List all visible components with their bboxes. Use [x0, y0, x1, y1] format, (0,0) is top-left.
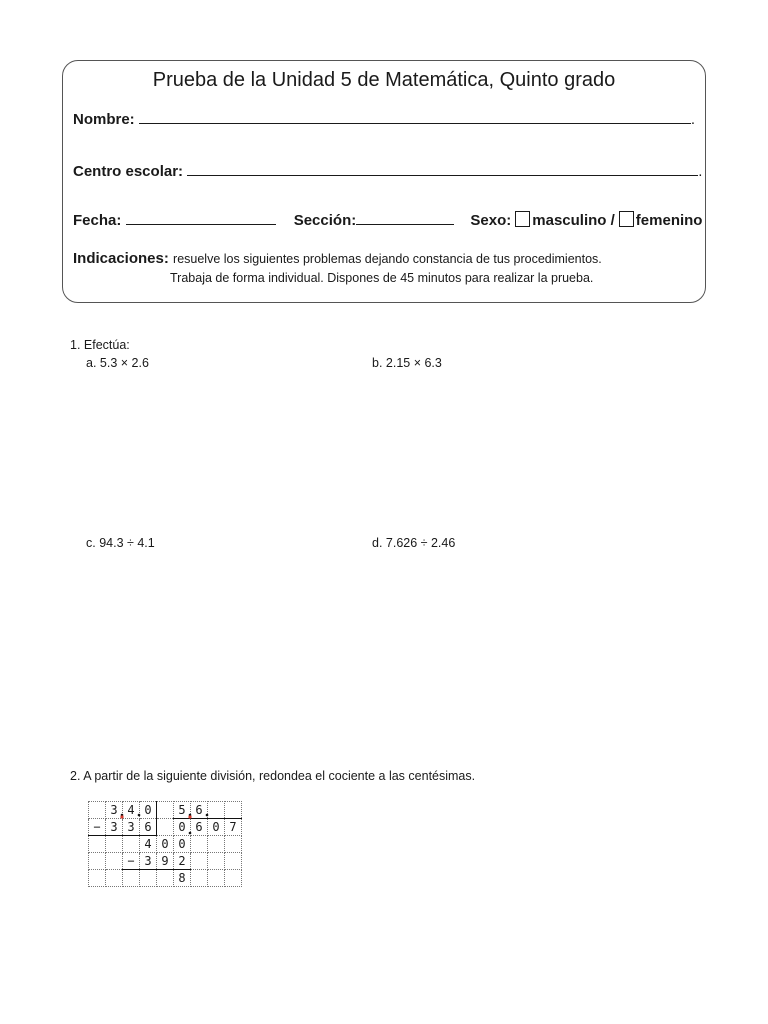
section-field[interactable] [356, 210, 454, 225]
name-label: Nombre: [73, 111, 135, 128]
school-line-end: . [698, 163, 703, 180]
cell [89, 802, 106, 819]
cell: 6 [191, 802, 208, 819]
division-row [89, 836, 242, 853]
date-field[interactable] [126, 210, 276, 225]
cell [191, 836, 208, 853]
instructions-row [73, 250, 602, 267]
cell: 0 [174, 819, 191, 836]
cell [89, 870, 106, 887]
cell [157, 802, 174, 819]
cell [157, 819, 174, 836]
cell [225, 853, 242, 870]
cell: − [123, 853, 140, 870]
instructions-line2: Trabaja de forma individual. Dispones de 45 minutos para realizar la prueba. [170, 271, 594, 285]
cell: 4 [140, 836, 157, 853]
cell: 4 [123, 802, 140, 819]
cell [191, 870, 208, 887]
cell [106, 836, 123, 853]
q1-item-b: b. 2.15 × 6.3 [372, 356, 442, 370]
q2-title: 2. A partir de la siguiente división, redondea el cociente a las centésimas. [70, 769, 476, 783]
cell [123, 870, 140, 887]
cell: 3 [106, 819, 123, 836]
cell [208, 802, 225, 819]
cell [106, 870, 123, 887]
exam-title: Prueba de la Unidad 5 de Matemática, Quinto grado [152, 69, 616, 91]
cell [225, 870, 242, 887]
cell: 0 [140, 802, 157, 819]
q1-title: 1. Efectúa: [70, 338, 130, 352]
school-field[interactable] [187, 161, 698, 176]
cell [157, 870, 174, 887]
division-grid [88, 801, 242, 887]
cell [208, 853, 225, 870]
instructions-label: Indicaciones: [73, 250, 169, 267]
cell: 9 [157, 853, 174, 870]
cell [89, 836, 106, 853]
cell [225, 836, 242, 853]
cell: 0 [208, 819, 225, 836]
cell: 5 [174, 802, 191, 819]
q1-item-a: a. 5.3 × 2.6 [86, 356, 149, 370]
cell [225, 802, 242, 819]
cell [208, 870, 225, 887]
date-section-sex-row [73, 210, 702, 229]
cell: 3 [140, 853, 157, 870]
male-checkbox[interactable] [515, 211, 530, 227]
cell: 7 [225, 819, 242, 836]
cell: 2 [174, 853, 191, 870]
name-line-end: . [690, 111, 696, 128]
cell: − [89, 819, 106, 836]
q1-item-d: d. 7.626 ÷ 2.46 [372, 536, 456, 550]
female-option: femenino [635, 212, 703, 229]
cell: 3 [106, 802, 123, 819]
cell: 0 [174, 836, 191, 853]
cell: 8 [174, 870, 191, 887]
cell [140, 870, 157, 887]
q1-item-c: c. 94.3 ÷ 4.1 [86, 536, 155, 550]
instructions-line1: resuelve los siguientes problemas dejando constancia de tus procedimientos. [173, 252, 602, 266]
cell [123, 836, 140, 853]
header-box [62, 60, 706, 303]
division-row [89, 853, 242, 870]
division-row [89, 802, 242, 819]
sex-label: Sexo: [470, 212, 512, 229]
school-row [73, 161, 702, 180]
cell [208, 836, 225, 853]
name-field[interactable] [139, 109, 691, 124]
male-option: masculino / [532, 212, 615, 229]
cell: 0 [157, 836, 174, 853]
cell: 6 [191, 819, 208, 836]
cell [106, 853, 123, 870]
division-row [89, 819, 242, 836]
cell [89, 853, 106, 870]
name-row [73, 109, 695, 128]
school-label: Centro escolar: [73, 163, 184, 180]
cell: 6 [140, 819, 157, 836]
division-row [89, 870, 242, 887]
cell: 3 [123, 819, 140, 836]
section-label: Sección: [293, 212, 357, 229]
cell [191, 853, 208, 870]
female-checkbox[interactable] [619, 211, 634, 227]
date-label: Fecha: [73, 212, 122, 229]
